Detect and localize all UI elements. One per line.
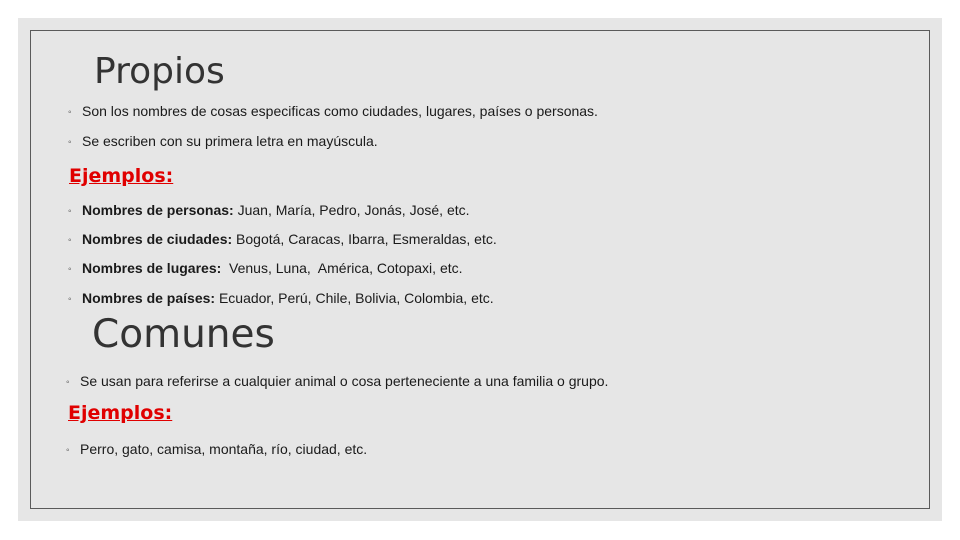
bullet-text: Son los nombres de cosas especificas como ciudades, lugares, países o personas. bbox=[82, 103, 598, 119]
propios-examples-label: Ejemplos: bbox=[69, 165, 174, 187]
example-text: Ecuador, Perú, Chile, Bolivia, Colombia, etc. bbox=[215, 290, 494, 306]
example-label: Nombres de lugares: bbox=[82, 260, 222, 276]
bullet-icon: ◦ bbox=[68, 294, 72, 305]
propios-bullet-1 bbox=[68, 102, 598, 122]
bullet-icon: ◦ bbox=[68, 107, 72, 118]
bullet-icon: ◦ bbox=[68, 264, 72, 275]
example-label: Nombres de países: bbox=[82, 290, 216, 306]
section-title-propios: Propios bbox=[94, 51, 225, 92]
bullet-icon: ◦ bbox=[68, 137, 72, 148]
propios-example-item bbox=[68, 289, 494, 309]
bullet-icon: ◦ bbox=[66, 445, 70, 456]
comunes-examples-label: Ejemplos: bbox=[68, 402, 173, 424]
example-text: Juan, María, Pedro, Jonás, José, etc. bbox=[233, 202, 470, 218]
propios-bullet-2 bbox=[68, 132, 378, 152]
propios-example-item bbox=[68, 230, 497, 250]
propios-example-item bbox=[68, 201, 470, 221]
comunes-example-item bbox=[66, 440, 367, 460]
example-label: Nombres de personas: bbox=[82, 202, 234, 218]
section-title-comunes: Comunes bbox=[92, 312, 275, 357]
example-label: Nombres de ciudades: bbox=[82, 231, 233, 247]
bullet-icon: ◦ bbox=[68, 206, 72, 217]
bullet-text: Se escriben con su primera letra en mayúscula. bbox=[82, 133, 378, 149]
example-text: Bogotá, Caracas, Ibarra, Esmeraldas, etc. bbox=[232, 231, 497, 247]
comunes-bullet-1 bbox=[66, 372, 608, 392]
bullet-text: Se usan para referirse a cualquier animal o cosa perteneciente a una familia o grupo. bbox=[80, 373, 609, 389]
bullet-icon: ◦ bbox=[68, 235, 72, 246]
example-text: Venus, Luna, América, Cotopaxi, etc. bbox=[221, 260, 463, 276]
bullet-icon: ◦ bbox=[66, 377, 70, 388]
propios-example-item bbox=[68, 259, 463, 279]
example-text: Perro, gato, camisa, montaña, río, ciudad, etc. bbox=[80, 441, 368, 457]
